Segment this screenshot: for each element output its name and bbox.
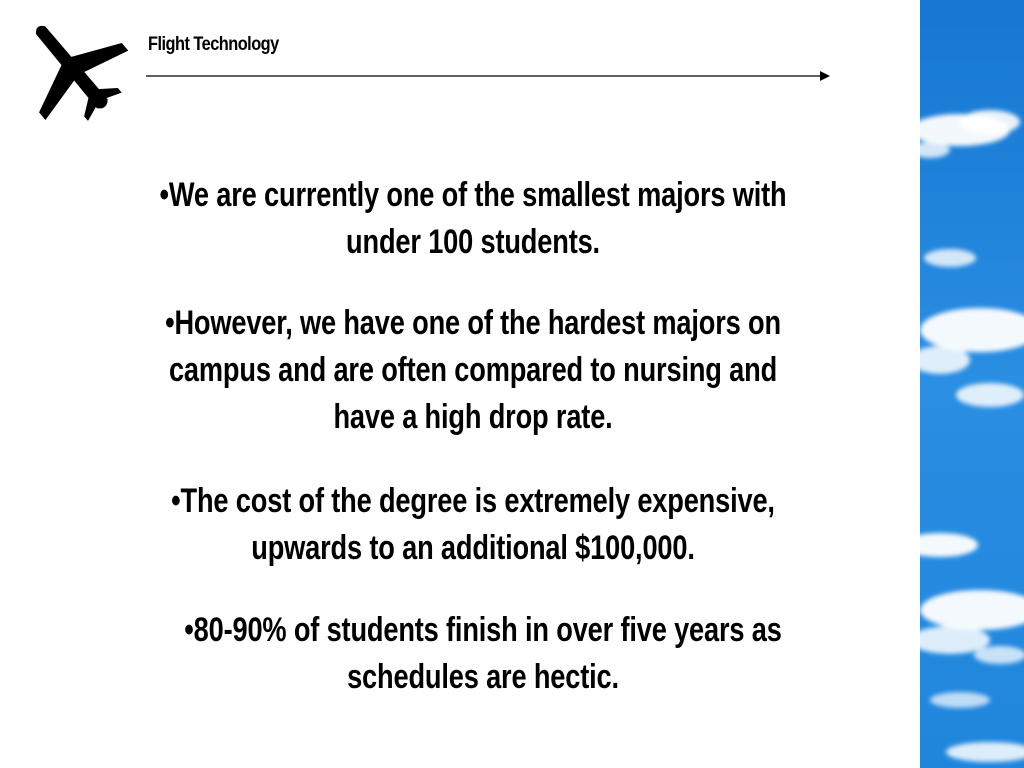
airplane-icon xyxy=(14,14,132,122)
bullet-point: •However, we have one of the hardest majors on campus and are often compared to nursing and have a high drop rate. xyxy=(165,304,781,436)
arrow-right-icon xyxy=(144,68,834,84)
bullet-point: •We are currently one of the smallest majors with under 100 students. xyxy=(159,176,787,261)
bullet-point: •80-90% of students finish in over five years as schedules are hectic. xyxy=(184,611,782,696)
bullet-point: •The cost of the degree is extremely expensive, upwards to an additional $100,000. xyxy=(171,482,775,567)
sky-image xyxy=(920,0,1024,768)
header-title: Flight Technology xyxy=(148,34,279,55)
